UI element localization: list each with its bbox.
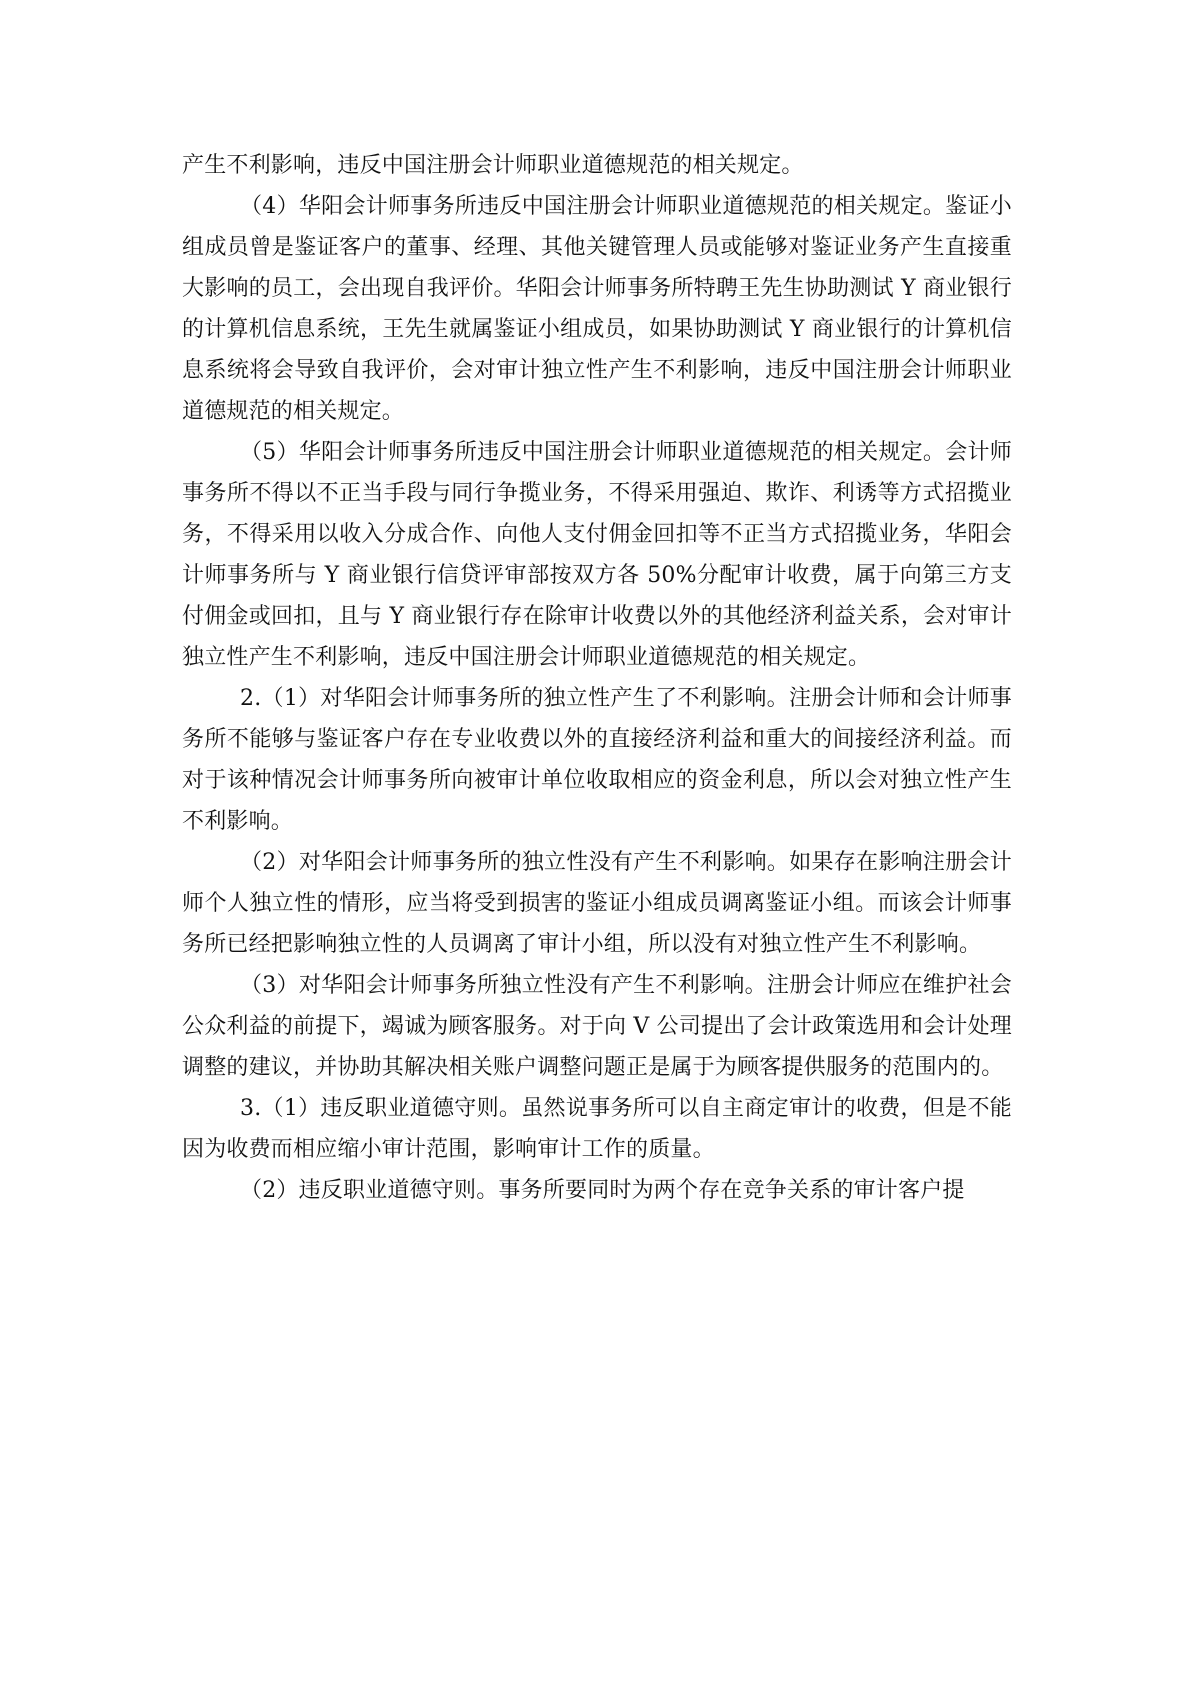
paragraph-q2-item-3: （3）对华阳会计师事务所独立性没有产生不利影响。注册会计师应在维护社会公众利益的前提下，竭诚为顾客服务。对于向 V 公司提出了会计政策选用和会计处理调整的建议，并协助其解决相关账户调整问题正是属于为顾客提供服务的范围内的。 (182, 973, 1012, 1080)
paragraph-q2-item-1: 2.（1）对华阳会计师事务所的独立性产生了不利影响。注册会计师和会计师事务所不能够与鉴证客户存在专业收费以外的直接经济利益和重大的间接经济利益。而对于该种情况会计师事务所向被审计单位收取相应的资金利息，所以会对独立性产生不利影响。 (182, 686, 1012, 834)
document-body (182, 145, 1012, 1211)
paragraph-q3-item-2: （2）违反职业道德守则。事务所要同时为两个存在竞争关系的审计客户提 (240, 1178, 965, 1203)
paragraph-item-5: （5）华阳会计师事务所违反中国注册会计师职业道德规范的相关规定。会计师事务所不得以不正当手段与同行争揽业务，不得采用强迫、欺诈、利诱等方式招揽业务，不得采用以收入分成合作、向他人支付佣金回扣等不正当方式招揽业务，华阳会计师事务所与 Y 商业银行信贷评审部按双方各 50%分配审计收费，属于向第三方支付佣金或回扣，且与 Y 商业银行存在除审计收费以外的其他经济利益关系，会对审计独立性产生不利影响，违反中国注册会计师职业道德规范的相关规定。 (182, 440, 1012, 670)
paragraph-q3-item-1: 3.（1）违反职业道德守则。虽然说事务所可以自主商定审计的收费，但是不能因为收费而相应缩小审计范围，影响审计工作的质量。 (182, 1096, 1012, 1162)
paragraph-item-4: （4）华阳会计师事务所违反中国注册会计师职业道德规范的相关规定。鉴证小组成员曾是鉴证客户的董事、经理、其他关键管理人员或能够对鉴证业务产生直接重大影响的员工，会出现自我评价。华阳会计师事务所特聘王先生协助测试 Y 商业银行的计算机信息系统，王先生就属鉴证小组成员，如果协助测试 Y 商业银行的计算机信息系统将会导致自我评价，会对审计独立性产生不利影响，违反中国注册会计师职业道德规范的相关规定。 (182, 194, 1012, 424)
paragraph-q2-item-2: （2）对华阳会计师事务所的独立性没有产生不利影响。如果存在影响注册会计师个人独立性的情形，应当将受到损害的鉴证小组成员调离鉴证小组。而该会计师事务所已经把影响独立性的人员调离了审计小组，所以没有对独立性产生不利影响。 (182, 850, 1012, 957)
paragraph-continued: 产生不利影响，违反中国注册会计师职业道德规范的相关规定。 (182, 153, 804, 178)
